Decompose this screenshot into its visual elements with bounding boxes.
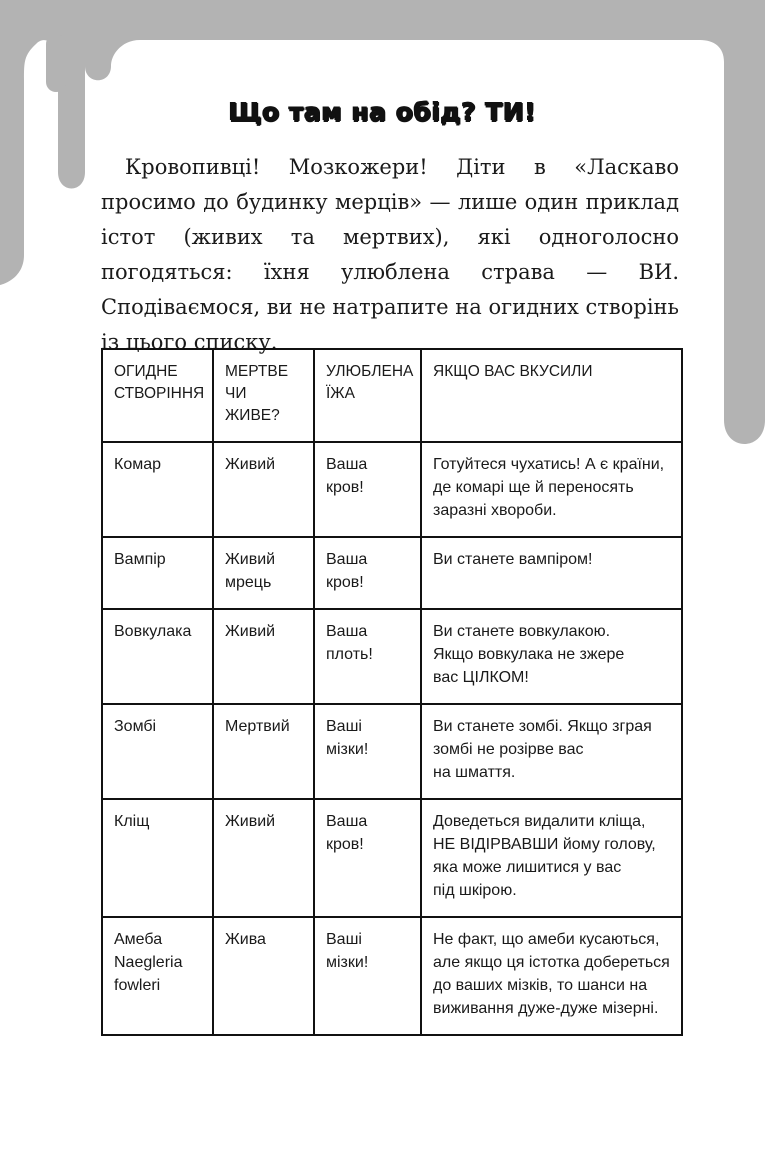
table-row: [102, 799, 682, 917]
header-creature: ОГИДНЕ СТВОРІННЯ: [102, 349, 213, 442]
table-row: [102, 537, 682, 609]
cell-creature: Комар: [102, 442, 213, 537]
cell-bite-result: Ви станете вовкулакою. Якщо вовкулака не зжере вас ЦІЛКОМ!: [421, 609, 682, 704]
creatures-table: [101, 348, 683, 1036]
cell-bite-result: Ви станете зомбі. Якщо зграя зомбі не розірве вас на шмаття.: [421, 704, 682, 799]
table-row: [102, 609, 682, 704]
cell-bite-result: Не факт, що амеби кусаються, але якщо ця істотка добереться до ваших мізків, то шанси на виживання дуже-дуже мізерні.: [421, 917, 682, 1035]
cell-creature: Амеба Naegleria fowleri: [102, 917, 213, 1035]
cell-food: Ваша кров!: [314, 799, 421, 917]
cell-creature: Кліщ: [102, 799, 213, 917]
cell-status: Живий: [213, 609, 314, 704]
cell-food: Ваші мізки!: [314, 917, 421, 1035]
table-header-row: [102, 349, 682, 442]
header-dead-or-alive: МЕРТВЕ ЧИ ЖИВЕ?: [213, 349, 314, 442]
cell-creature: Зомбі: [102, 704, 213, 799]
table-row: [102, 442, 682, 537]
cell-creature: Вовкулака: [102, 609, 213, 704]
cell-status: Живий: [213, 799, 314, 917]
page-title: Що там на обід? ТИ!: [228, 97, 537, 126]
cell-bite-result: Доведеться видалити кліща, НЕ ВІДІРВАВШИ йому голову, яка може лишитися у вас під шкірою.: [421, 799, 682, 917]
cell-creature: Вампір: [102, 537, 213, 609]
cell-food: Ваша кров!: [314, 537, 421, 609]
cell-status: Мертвий: [213, 704, 314, 799]
cell-bite-result: Готуйтеся чухатись! А є країни, де комарі ще й переносять заразні хвороби.: [421, 442, 682, 537]
header-if-bitten: ЯКЩО ВАС ВКУСИЛИ: [421, 349, 682, 442]
intro-paragraph: Кровопивці! Мозкожери! Діти в «Ласкаво просимо до будинку мерців» — лише один приклад істот (живих та мертвих), які одноголосно погодяться: їхня улюблена страва — ВИ. Сподіваємося, ви не натрапите на огидних створінь із цього списку.: [101, 155, 679, 354]
cell-food: Ваша кров!: [314, 442, 421, 537]
cell-food: Ваша плоть!: [314, 609, 421, 704]
cell-status: Жива: [213, 917, 314, 1035]
cell-food: Ваші мізки!: [314, 704, 421, 799]
cell-bite-result: Ви станете вампіром!: [421, 537, 682, 609]
table-row: [102, 917, 682, 1035]
table-row: [102, 704, 682, 799]
cell-status: Живий мрець: [213, 537, 314, 609]
cell-status: Живий: [213, 442, 314, 537]
header-favorite-food: УЛЮБЛЕНА ЇЖА: [314, 349, 421, 442]
